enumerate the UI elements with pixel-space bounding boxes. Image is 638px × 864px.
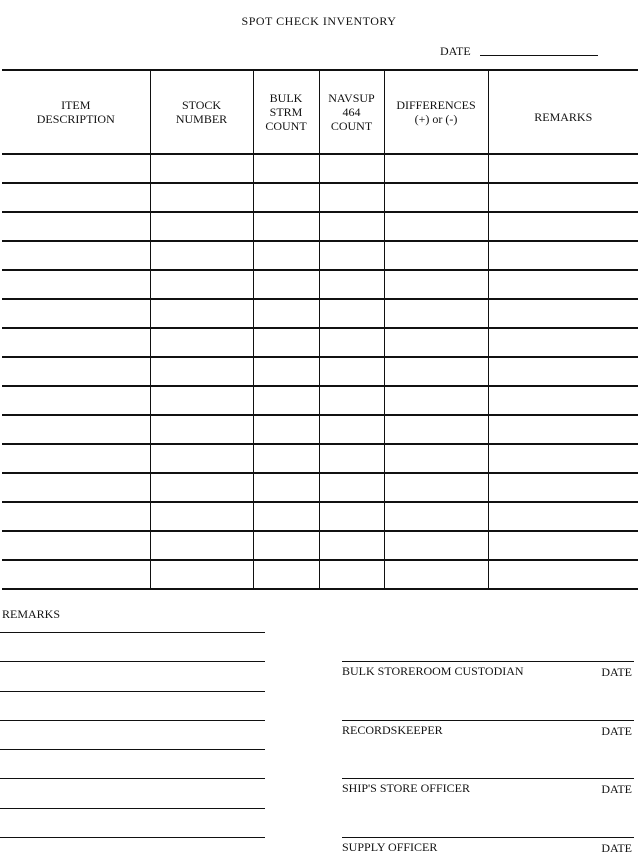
navsup-count-cell[interactable]	[319, 357, 384, 386]
remarks-line[interactable]	[0, 661, 265, 662]
date-field[interactable]	[480, 55, 598, 56]
navsup-count-cell[interactable]	[319, 415, 384, 444]
signature-date-label: DATE	[601, 782, 632, 796]
inventory-table	[2, 69, 638, 590]
date-label: DATE	[440, 44, 471, 58]
remarks-cell[interactable]	[488, 473, 638, 502]
bulk-strm-count-cell[interactable]	[253, 270, 319, 299]
stock-number-cell[interactable]	[150, 154, 253, 183]
navsup-count-cell[interactable]	[319, 444, 384, 473]
remarks-cell[interactable]	[488, 502, 638, 531]
header-line: BULK	[269, 91, 303, 105]
header-bulk-strm-count	[253, 70, 319, 154]
differences-cell[interactable]	[384, 328, 488, 357]
navsup-count-cell[interactable]	[319, 502, 384, 531]
remarks-cell[interactable]	[488, 560, 638, 589]
header-line: COUNT	[330, 119, 373, 133]
differences-cell[interactable]	[384, 502, 488, 531]
navsup-count-cell[interactable]	[319, 299, 384, 328]
header-line: (+) or (-)	[414, 112, 458, 126]
navsup-count-cell[interactable]	[319, 183, 384, 212]
differences-cell[interactable]	[384, 531, 488, 560]
table-row	[2, 386, 638, 415]
bulk-strm-count-cell[interactable]	[253, 444, 319, 473]
stock-number-cell[interactable]	[150, 183, 253, 212]
stock-number-cell[interactable]	[150, 415, 253, 444]
remarks-line[interactable]	[0, 778, 265, 779]
differences-cell[interactable]	[384, 415, 488, 444]
differences-cell[interactable]	[384, 560, 488, 589]
remarks-cell[interactable]	[488, 444, 638, 473]
signature-ships-store-officer[interactable]	[342, 778, 634, 796]
header-line: 464	[342, 105, 361, 119]
item-description-cell[interactable]	[2, 299, 150, 328]
item-description-cell[interactable]	[2, 415, 150, 444]
header-line: STRM	[269, 105, 303, 119]
bulk-strm-count-cell[interactable]	[253, 241, 319, 270]
header-line: DIFFERENCES	[396, 98, 476, 112]
header-differences	[384, 70, 488, 154]
table-row	[2, 270, 638, 299]
item-description-cell[interactable]	[2, 328, 150, 357]
item-description-cell[interactable]	[2, 357, 150, 386]
differences-cell[interactable]	[384, 241, 488, 270]
remarks-line[interactable]	[0, 749, 265, 750]
navsup-count-cell[interactable]	[319, 154, 384, 183]
bulk-strm-count-cell[interactable]	[253, 531, 319, 560]
remarks-cell[interactable]	[488, 531, 638, 560]
header-line: NAVSUP	[328, 91, 375, 105]
stock-number-cell[interactable]	[150, 444, 253, 473]
navsup-count-cell[interactable]	[319, 270, 384, 299]
header-line: ITEM	[61, 98, 91, 112]
stock-number-cell[interactable]	[150, 212, 253, 241]
navsup-count-cell[interactable]	[319, 473, 384, 502]
signature-date-label: DATE	[601, 724, 632, 738]
signature-supply-officer[interactable]	[342, 837, 634, 855]
table-row	[2, 357, 638, 386]
navsup-count-cell[interactable]	[319, 328, 384, 357]
item-description-cell[interactable]	[2, 183, 150, 212]
differences-cell[interactable]	[384, 444, 488, 473]
bulk-strm-count-cell[interactable]	[253, 299, 319, 328]
table-row	[2, 183, 638, 212]
signature-date-label: DATE	[601, 665, 632, 679]
table-row	[2, 328, 638, 357]
differences-cell[interactable]	[384, 473, 488, 502]
table-row	[2, 299, 638, 328]
signature-recordskeeper[interactable]	[342, 720, 634, 738]
table-row	[2, 531, 638, 560]
remarks-line[interactable]	[0, 837, 265, 838]
stock-number-cell[interactable]	[150, 560, 253, 589]
bulk-strm-count-cell[interactable]	[253, 357, 319, 386]
differences-cell[interactable]	[384, 386, 488, 415]
item-description-cell[interactable]	[2, 212, 150, 241]
differences-cell[interactable]	[384, 270, 488, 299]
table-row	[2, 241, 638, 270]
navsup-count-cell[interactable]	[319, 531, 384, 560]
header-line: COUNT	[265, 119, 307, 133]
signature-line	[342, 720, 634, 721]
bulk-strm-count-cell[interactable]	[253, 212, 319, 241]
differences-cell[interactable]	[384, 183, 488, 212]
remarks-cell[interactable]	[488, 241, 638, 270]
bulk-strm-count-cell[interactable]	[253, 473, 319, 502]
header-item-description	[2, 70, 150, 154]
table-row	[2, 415, 638, 444]
stock-number-cell[interactable]	[150, 241, 253, 270]
table-row	[2, 212, 638, 241]
stock-number-cell[interactable]	[150, 386, 253, 415]
navsup-count-cell[interactable]	[319, 241, 384, 270]
remarks-cell[interactable]	[488, 415, 638, 444]
remarks-cell[interactable]	[488, 386, 638, 415]
remarks-label: REMARKS	[2, 607, 61, 621]
bulk-strm-count-cell[interactable]	[253, 560, 319, 589]
header-remarks	[488, 70, 638, 154]
remarks-cell[interactable]	[488, 299, 638, 328]
header-line: NUMBER	[175, 112, 228, 126]
remarks-line[interactable]	[0, 691, 265, 692]
signature-line	[342, 837, 634, 838]
table-row	[2, 154, 638, 183]
signature-date-label: DATE	[601, 841, 632, 855]
header-line: STOCK	[181, 98, 222, 112]
remarks-cell[interactable]	[488, 212, 638, 241]
bulk-strm-count-cell[interactable]	[253, 415, 319, 444]
differences-cell[interactable]	[384, 154, 488, 183]
remarks-cell[interactable]	[488, 183, 638, 212]
stock-number-cell[interactable]	[150, 328, 253, 357]
table-row	[2, 473, 638, 502]
stock-number-cell[interactable]	[150, 357, 253, 386]
header-navsup-count	[319, 70, 384, 154]
navsup-count-cell[interactable]	[319, 560, 384, 589]
bulk-strm-count-cell[interactable]	[253, 328, 319, 357]
stock-number-cell[interactable]	[150, 270, 253, 299]
bulk-strm-count-cell[interactable]	[253, 183, 319, 212]
signature-label: SHIP'S STORE OFFICER	[342, 781, 470, 795]
item-description-cell[interactable]	[2, 531, 150, 560]
form-title: SPOT CHECK INVENTORY	[241, 14, 397, 28]
table-row	[2, 560, 638, 589]
remarks-line[interactable]	[0, 720, 265, 721]
item-description-cell[interactable]	[2, 270, 150, 299]
bulk-strm-count-cell[interactable]	[253, 154, 319, 183]
table-row	[2, 444, 638, 473]
table-header-row	[2, 70, 638, 154]
navsup-count-cell[interactable]	[319, 386, 384, 415]
item-description-cell[interactable]	[2, 473, 150, 502]
bulk-strm-count-cell[interactable]	[253, 386, 319, 415]
differences-cell[interactable]	[384, 299, 488, 328]
remarks-cell[interactable]	[488, 154, 638, 183]
remarks-cell[interactable]	[488, 357, 638, 386]
signature-label: SUPPLY OFFICER	[342, 840, 438, 854]
header-line: DESCRIPTION	[36, 112, 115, 126]
item-description-cell[interactable]	[2, 386, 150, 415]
remarks-line[interactable]	[0, 808, 265, 809]
signature-bulk-storeroom-custodian[interactable]	[342, 661, 634, 679]
item-description-cell[interactable]	[2, 241, 150, 270]
item-description-cell[interactable]	[2, 560, 150, 589]
bulk-strm-count-cell[interactable]	[253, 502, 319, 531]
differences-cell[interactable]	[384, 357, 488, 386]
header-stock-number	[150, 70, 253, 154]
stock-number-cell[interactable]	[150, 473, 253, 502]
stock-number-cell[interactable]	[150, 502, 253, 531]
header-line: REMARKS	[534, 110, 593, 124]
signature-line	[342, 778, 634, 779]
inventory-table-body	[2, 154, 638, 589]
remarks-cell[interactable]	[488, 270, 638, 299]
differences-cell[interactable]	[384, 212, 488, 241]
stock-number-cell[interactable]	[150, 299, 253, 328]
signature-label: RECORDSKEEPER	[342, 723, 443, 737]
signature-label: BULK STOREROOM CUSTODIAN	[342, 664, 524, 678]
remarks-cell[interactable]	[488, 328, 638, 357]
item-description-cell[interactable]	[2, 154, 150, 183]
navsup-count-cell[interactable]	[319, 212, 384, 241]
signature-line	[342, 661, 634, 662]
item-description-cell[interactable]	[2, 502, 150, 531]
remarks-line[interactable]	[0, 632, 265, 633]
stock-number-cell[interactable]	[150, 531, 253, 560]
item-description-cell[interactable]	[2, 444, 150, 473]
table-row	[2, 502, 638, 531]
